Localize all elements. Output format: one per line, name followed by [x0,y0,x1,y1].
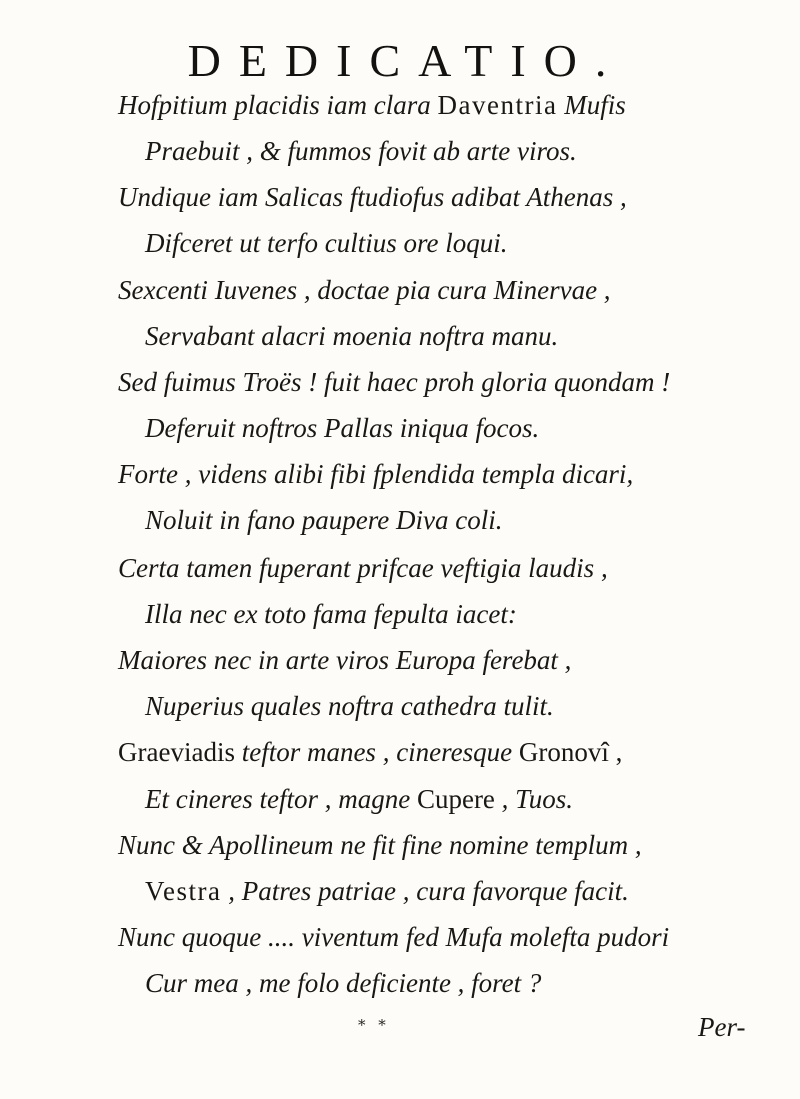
verse-text-run: , Patres patriae , cura favorque facit. [221,876,629,906]
verse-line [145,228,507,258]
verse-line [118,830,642,860]
verse-line [145,321,558,351]
verse-text-run: Undique iam Salicas ftudiofus adibat Athenas , [118,182,627,212]
verse-text-run: Mufis [557,90,626,120]
verse-line [118,459,633,489]
verse-line [145,691,554,721]
verse-text-run: Nunc & Apollineum ne fit fine nomine templum , [118,830,642,860]
verse-text-run: Servabant alacri moenia noftra manu. [145,321,559,351]
verse-text-run: Daventria [437,90,558,120]
verse-text-run: Difceret ut terfo cultius ore loqui. [145,228,508,258]
verse-line [118,367,670,397]
verse-text-run: Cur mea , me folo deficiente , foret ? [145,968,542,998]
verse-text-run: Vestra [145,876,222,906]
verse-line [145,599,517,629]
verse-text-run: teftor manes , cineresque [241,737,519,767]
verse-line [118,90,626,120]
verse-text-run: Nuperius quales noftra cathedra tulit. [145,691,554,721]
verse-text-run: Illa nec ex toto fama fepulta iacet: [145,599,517,629]
verse-line [118,645,571,675]
verse-line [118,737,622,767]
verse-text-run: Maiores nec in arte viros Europa ferebat , [118,645,572,675]
verse-line [145,968,541,998]
verse-text-run: Graeviadis [118,737,242,767]
verse-text-run: Cupere [416,784,495,814]
verse-text-run: Sed fuimus Troës ! fuit haec proh gloria quondam ! [118,367,671,397]
page-title: DEDICATIO. [187,35,625,86]
verse-line [145,505,502,535]
signature-mark: * * [358,1016,390,1034]
verse-line [118,922,669,952]
verse-line [145,136,577,166]
verse-line [145,784,573,814]
verse-line [145,876,629,906]
verse-text-run: Et cineres teftor , magne [145,784,417,814]
verse-text-run: Certa tamen fuperant prifcae veftigia laudis , [118,553,608,583]
verse-text-run: Deferuit noftros Pallas iniqua focos. [145,413,540,443]
verse-text-run: Gronovî , [518,737,623,767]
verse-text-run: Hofpitium placidis iam clara [118,90,438,120]
verse-line [118,553,608,583]
verse-text-run: Sexcenti Iuvenes , doctae pia cura Minervae , [118,275,611,305]
verse-line [118,182,627,212]
catchword: Per- [698,1012,746,1042]
verse-line [145,413,539,443]
verse-text-run: Nunc quoque .... viventum fed Mufa molefta pudori [118,922,670,952]
verse-text-run: Forte , videns alibi fibi fplendida templa dicari, [118,459,634,489]
verse-line [118,275,611,305]
verse-text-run: , Tuos. [494,784,573,814]
verse-text-run: Noluit in fano paupere Diva coli. [145,505,503,535]
verse-text-run: Praebuit , & fummos fovit ab arte viros. [145,136,577,166]
